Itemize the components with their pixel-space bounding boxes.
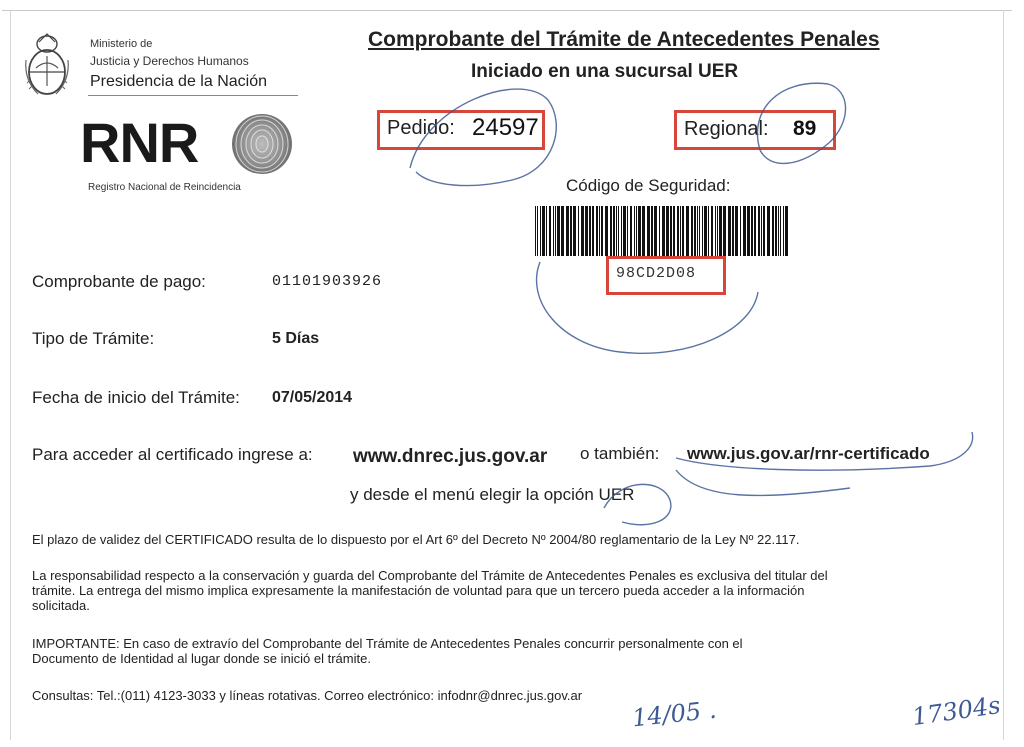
fingerprint-icon	[230, 112, 294, 176]
certificate-alt-url-link[interactable]: www.jus.gov.ar/rnr-certificado	[687, 444, 930, 463]
rnr-subtitle: Registro Nacional de Reincidencia	[88, 182, 241, 193]
legal-important-2: Documento de Identidad al lugar donde se inició el trámite.	[32, 651, 371, 666]
comprobante-pago-label: Comprobante de pago:	[32, 272, 206, 291]
argentina-shield-icon	[22, 30, 72, 102]
scan-border-right	[1003, 10, 1004, 740]
scan-border-top	[2, 10, 1012, 11]
legal-responsibility-2: trámite. La entrega del mismo implica expresamente la manifestación de voluntad para que un tercero pueda acceder a la información	[32, 583, 805, 598]
legal-responsibility-3: solicitada.	[32, 598, 90, 613]
scan-border-left	[10, 10, 11, 740]
ministry-line-1: Ministerio de	[90, 38, 153, 50]
comprobante-pago-value: 01101903926	[272, 273, 383, 290]
legal-important-1: IMPORTANTE: En caso de extravío del Comprobante del Trámite de Antecedentes Penales concurrir personalmente con el	[32, 636, 743, 651]
legal-responsibility-1: La responsabilidad respecto a la conservación y guarda del Comprobante del Trámite de Antecedentes Penales es exclusiva del titular del	[32, 568, 828, 583]
certificate-url-link[interactable]: www.dnrec.jus.gov.ar	[353, 446, 548, 467]
access-also-label: o también:	[580, 444, 660, 463]
legal-validity: El plazo de validez del CERTIFICADO resulta de lo dispuesto por el Art 6º del Decreto Nº 2004/80 reglamentario de la Ley Nº 22.117.	[32, 532, 800, 547]
regional-label: Regional:	[684, 118, 769, 140]
regional-value: 89	[793, 117, 817, 140]
tipo-tramite-value: 5 Días	[272, 330, 320, 347]
pedido-label: Pedido:	[387, 117, 455, 139]
contact-info: Consultas: Tel.:(011) 4123-3033 y líneas rotativas. Correo electrónico: infodnr@dnrec.jus.gov.ar	[32, 688, 583, 703]
ministry-line-2: Justicia y Derechos Humanos	[90, 54, 249, 68]
access-prefix: Para acceder al certificado ingrese a:	[32, 445, 313, 464]
handwritten-date: 14/05 .	[630, 695, 718, 733]
security-code-label: Código de Seguridad:	[566, 176, 731, 195]
access-menu-instruction: y desde el menú elegir la opción UER	[350, 485, 635, 504]
handwritten-mark: 17304s	[910, 690, 1003, 732]
rnr-logo: RNR	[80, 111, 199, 174]
document-subtitle: Iniciado en una sucursal UER	[471, 61, 739, 82]
ministry-underline	[88, 95, 298, 96]
ministry-line-3: Presidencia de la Nación	[90, 73, 267, 90]
barcode-icon	[533, 206, 790, 256]
tipo-tramite-label: Tipo de Trámite:	[32, 329, 155, 348]
security-code-value: 98CD2D08	[616, 265, 697, 282]
document-title: Comprobante del Trámite de Antecedentes Penales	[368, 28, 880, 51]
fecha-inicio-value: 07/05/2014	[272, 389, 353, 406]
fecha-inicio-label: Fecha de inicio del Trámite:	[32, 388, 240, 407]
pedido-value: 24597	[472, 114, 539, 141]
